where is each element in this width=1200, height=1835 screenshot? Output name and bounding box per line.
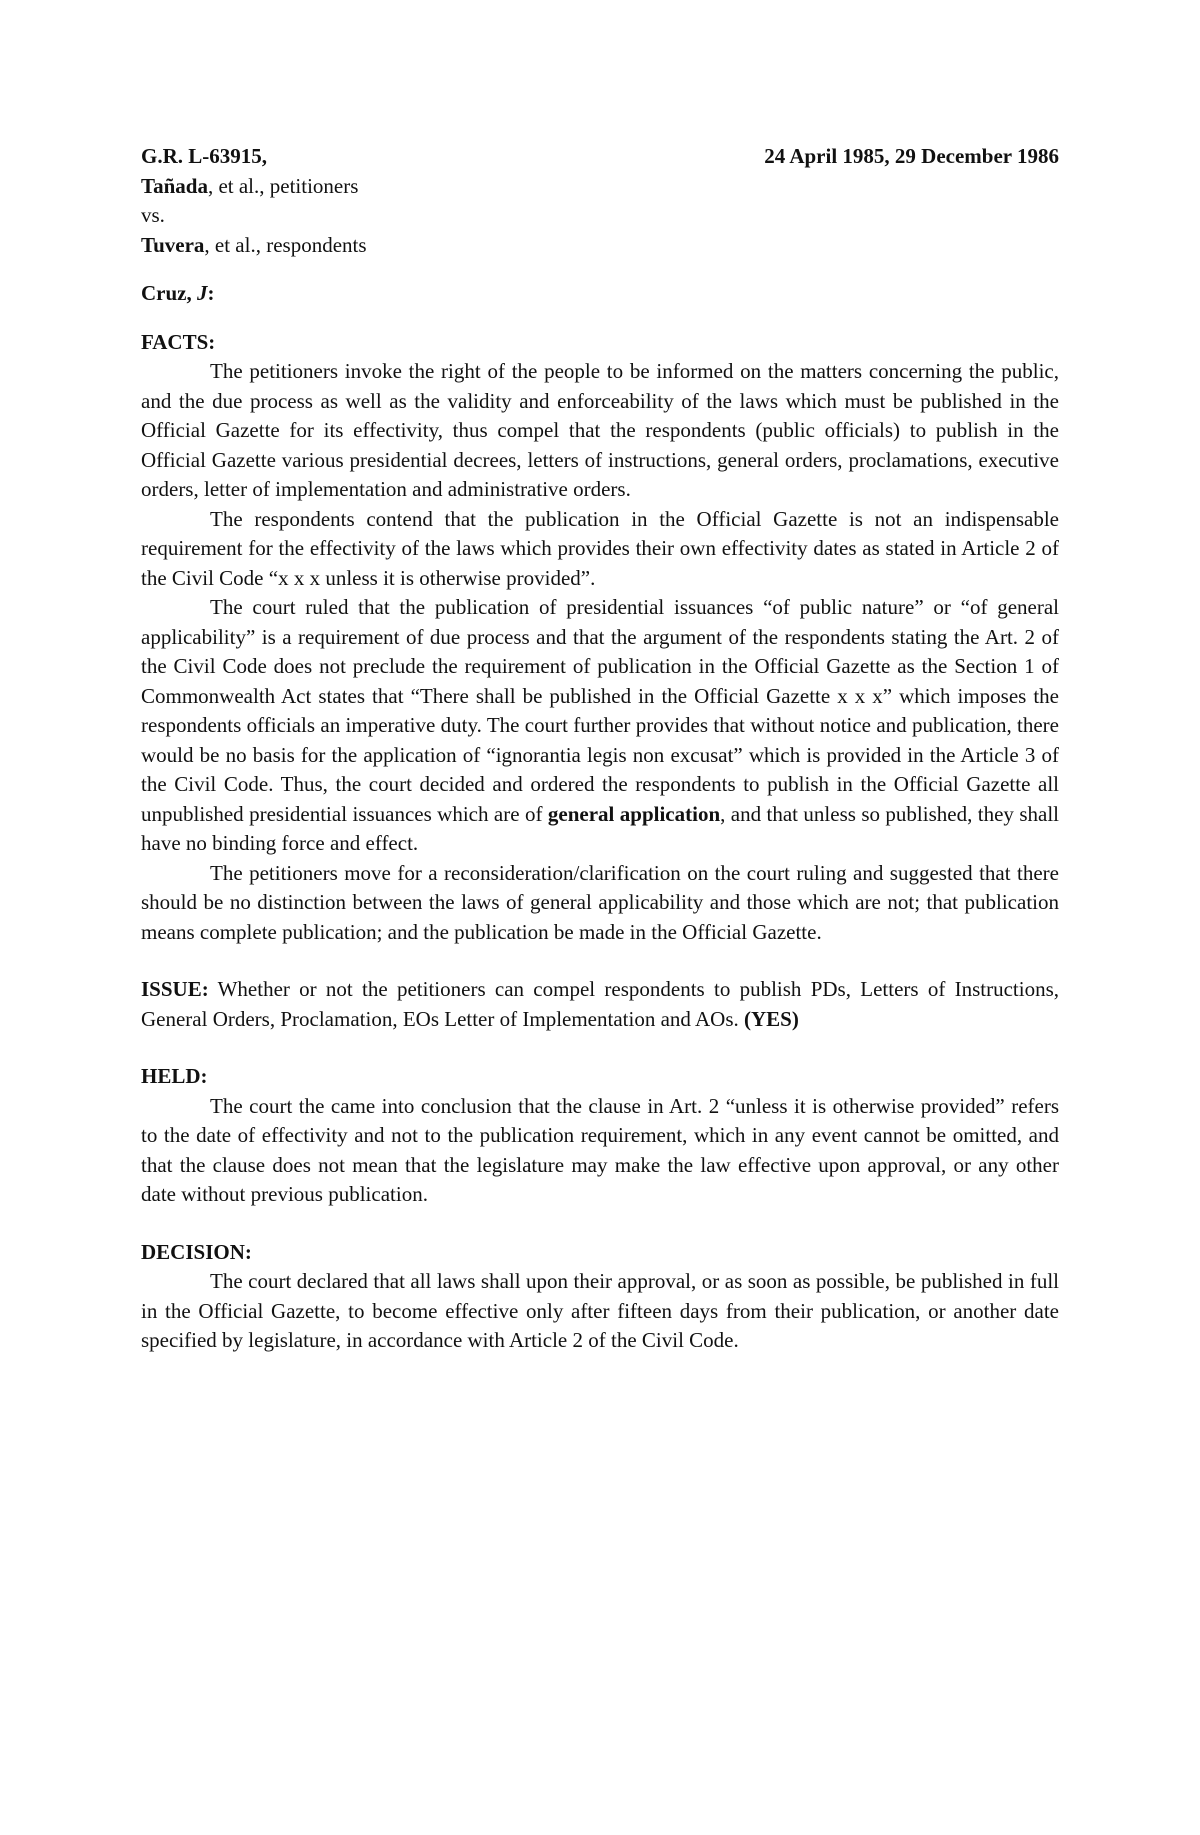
petitioner-name: Tañada: [141, 173, 208, 198]
petitioners-line: [141, 172, 1059, 202]
case-caption-line: [141, 142, 1059, 172]
ponente-line: [141, 279, 1059, 309]
held-heading: HELD:: [141, 1064, 208, 1088]
issue-text: Whether or not the petitioners can compel respondents to publish PDs, Letters of Instructions, General Orders, Proclamation, EOs Letter of Implementation and AOs.: [141, 977, 1059, 1031]
document-page: [141, 142, 1059, 1356]
case-dates: 24 April 1985, 29 December 1986: [764, 144, 1059, 168]
respondent-rest: , et al., respondents: [204, 232, 367, 257]
ruling-text: The court ruled that the publication of presidential issuances “of public nature” or “of general applicability” is a requirement of due process and that the argument of the respondents stating the Art. 2 of the Civil Code does not preclude the requirement of publication in the Official Gazette as the Section 1 of Commonwealth Act states that “There shall be published in the Official Gazette x x x” which imposes the respondents officials an imperative duty. The court further provides that without notice and publication, there would be no basis for the application of “ignorantia legis non excusat” which is provided in the Article 3 of the Civil Code. Thus, the court decided and ordered the respondents to publish in the Official Gazette all unpublished presidential issuances which are of: [141, 595, 1059, 826]
facts-ruling-paragraph: [141, 593, 1059, 859]
issue-paragraph: [141, 975, 1059, 1034]
ruling-bold-term: general application: [547, 801, 721, 826]
ruling-text-end: , and that unless so published, they shall have no binding force and effect.: [141, 801, 1059, 855]
respondents-line: [141, 231, 1059, 261]
facts-paragraph: The respondents contend that the publication in the Official Gazette is not an indispensable requirement for the effectivity of the laws which provides their own effectivity dates as stated in Article 2 of the Civil Code “x x x unless it is otherwise provided”.: [141, 506, 1059, 590]
issue-heading: ISSUE:: [141, 977, 209, 1001]
versus-line: vs.: [141, 203, 165, 227]
justice-colon: :: [207, 281, 215, 305]
case-number: G.R. L-63915,: [141, 144, 267, 168]
decision-paragraph: The court declared that all laws shall upon their approval, or as soon as possible, be published in full in the Official Gazette, to become effective only after fifteen days from their publication, or another date specified by legislature, in accordance with Article 2 of the Civil Code.: [141, 1269, 1059, 1352]
held-paragraph: The court the came into conclusion that the clause in Art. 2 “unless it is otherwise provided” refers to the date of effectivity and not to the publication requirement, which in any event cannot be omitted, and that the clause does not mean that the legislature may make the law effective upon approval, or any other date without previous publication.: [141, 1093, 1059, 1206]
justice-title: J: [197, 281, 208, 305]
respondent-name: Tuvera: [141, 232, 205, 257]
facts-paragraph: The petitioners move for a reconsideration/clarification on the court ruling and suggested that there should be no distinction between the laws of general applicability and those which are not; that publication means complete publication; and the publication be made in the Official Gazette.: [141, 860, 1059, 944]
justice-name: Cruz,: [141, 281, 197, 305]
facts-heading: FACTS:: [141, 329, 216, 354]
issue-answer: (YES): [744, 1006, 799, 1031]
petitioner-rest: , et al., petitioners: [207, 173, 359, 198]
facts-paragraph: The petitioners invoke the right of the people to be informed on the matters concerning the public, and the due process as well as the validity and enforceability of the laws which must be published in the Official Gazette for its effectivity, thus compel that the respondents (public officials) to publish in the Official Gazette various presidential decrees, letters of instructions, general orders, proclamations, executive orders, letter of implementation and administrative orders.: [141, 359, 1059, 501]
decision-heading: DECISION:: [141, 1239, 252, 1264]
